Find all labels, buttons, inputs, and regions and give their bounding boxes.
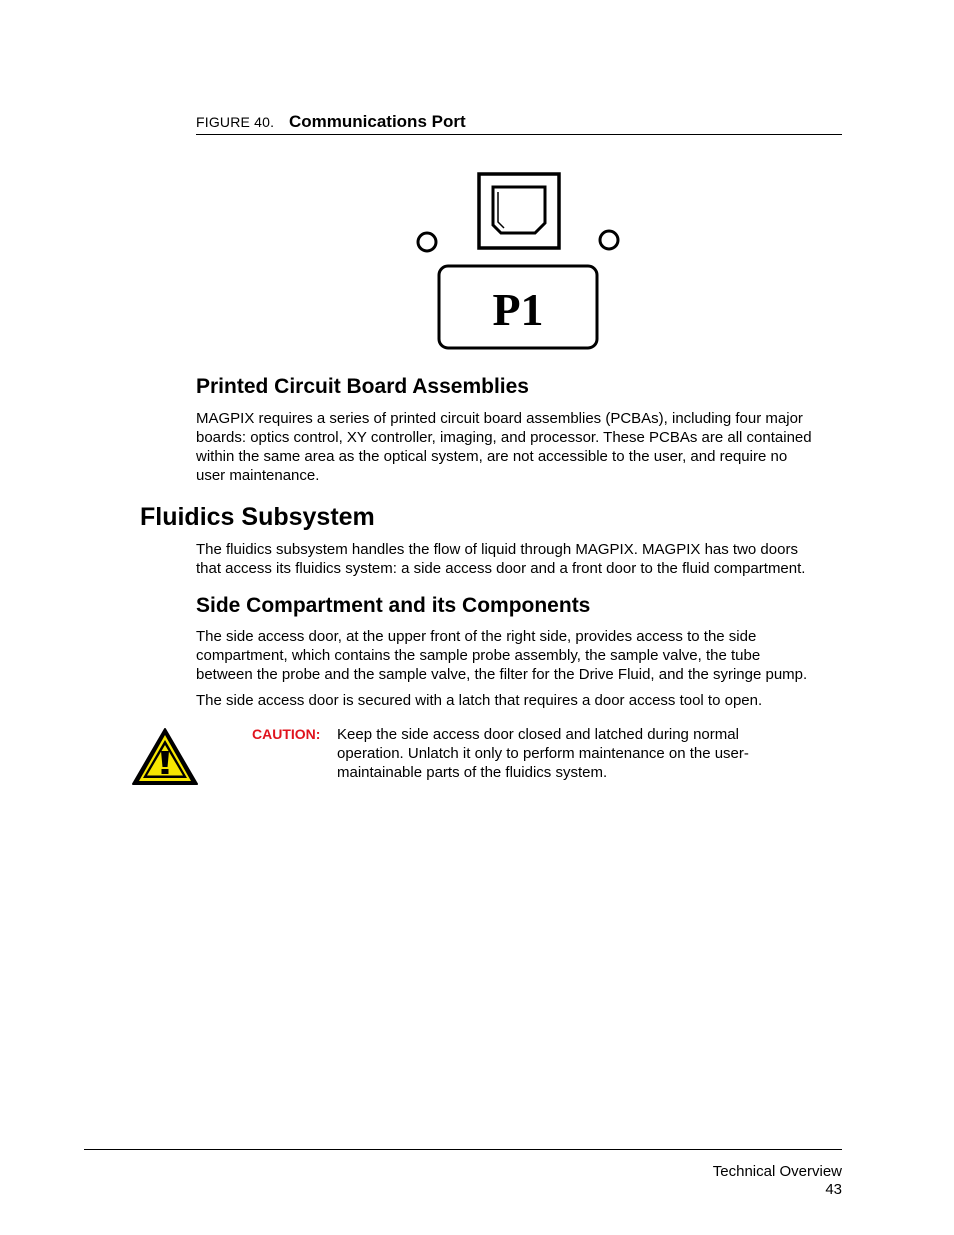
figure-number: FIGURE 40. xyxy=(196,114,275,130)
side-line: between the probe and the sample valve, the filter for the Drive Fluid, and the syringe pump. xyxy=(196,666,808,683)
pcba-paragraph xyxy=(196,409,846,485)
pcba-line: user maintenance. xyxy=(196,467,320,484)
right-mount-hole xyxy=(600,231,618,249)
caution-label: CAUTION: xyxy=(252,726,321,742)
page-number: 43 xyxy=(825,1181,842,1198)
side-line: The side access door, at the upper front of the right side, provides access to the side xyxy=(196,628,757,645)
pcba-heading: Printed Circuit Board Assemblies xyxy=(196,375,529,398)
side-paragraph-2: The side access door is secured with a latch that requires a door access tool to open. xyxy=(196,692,763,709)
fluidics-line: that access its fluidics system: a side access door and a front door to the fluid compartment. xyxy=(196,560,806,577)
footer-section-title: Technical Overview xyxy=(712,1163,842,1180)
port-label: P1 xyxy=(492,284,544,335)
pcba-line: MAGPIX requires a series of printed circuit board assemblies (PCBAs), including four major xyxy=(196,410,803,427)
caution-line: Keep the side access door closed and latched during normal xyxy=(337,726,739,743)
left-mount-hole xyxy=(418,233,436,251)
side-paragraph-1 xyxy=(196,627,846,684)
pcba-line: within the same area as the optical system, are not accessible to the user, and require no xyxy=(196,448,788,465)
pcba-line: boards: optics control, XY controller, imaging, and processor. These PCBAs are all contained xyxy=(196,429,812,446)
fluidics-paragraph xyxy=(196,540,846,578)
figure-title: Communications Port xyxy=(289,112,466,131)
warning-icon xyxy=(131,727,199,787)
side-compartment-heading: Side Compartment and its Components xyxy=(196,594,591,617)
fluidics-line: The fluidics subsystem handles the flow of liquid through MAGPIX. MAGPIX has two doors xyxy=(196,541,798,558)
communications-port-figure xyxy=(405,165,635,360)
caution-line: maintainable parts of the fluidics system. xyxy=(337,764,608,781)
footer-divider xyxy=(84,1149,842,1150)
caution-line: operation. Unlatch it only to perform maintenance on the user- xyxy=(337,745,749,762)
caution-text xyxy=(337,725,777,782)
port-outer-frame xyxy=(479,174,559,248)
fluidics-heading: Fluidics Subsystem xyxy=(140,503,375,531)
side-line: compartment, which contains the sample probe assembly, the sample valve, the tube xyxy=(196,647,761,664)
figure-caption xyxy=(196,112,842,135)
port-connector-shape xyxy=(493,187,545,233)
